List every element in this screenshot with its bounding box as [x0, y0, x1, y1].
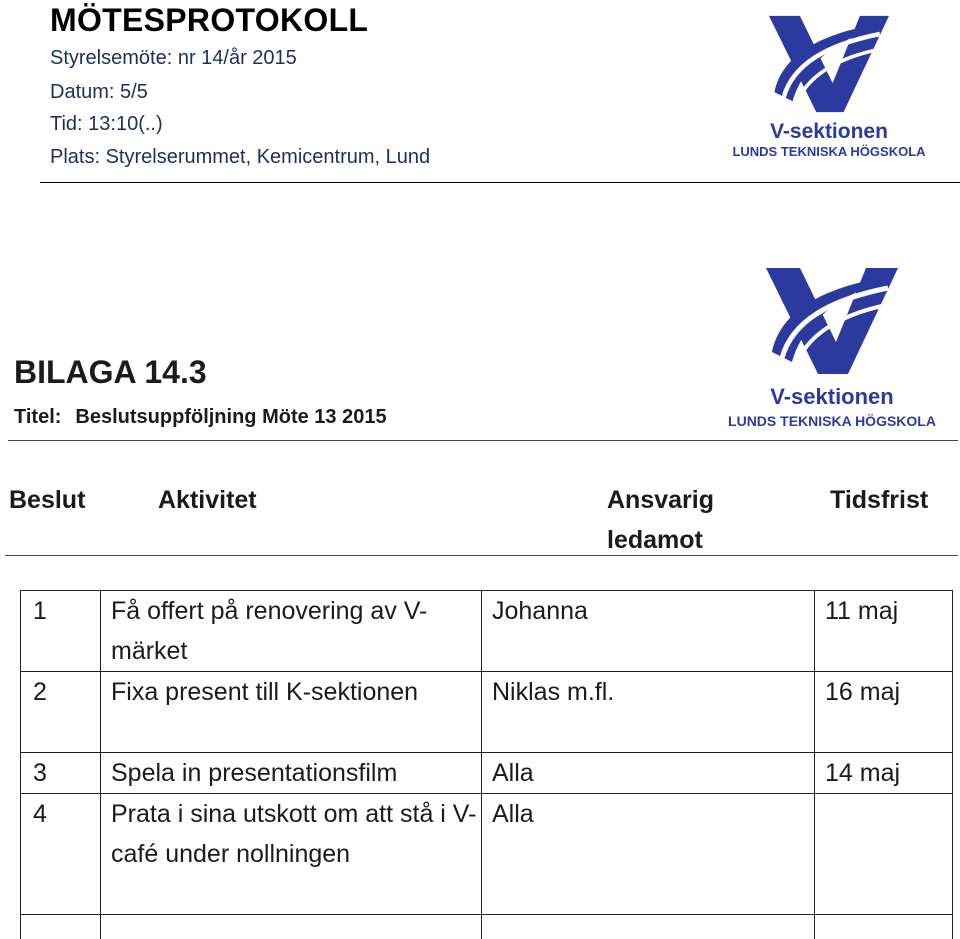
attachment-subtitle-value: Beslutsuppföljning Möte 13 2015 [75, 406, 387, 428]
logo-school: LUNDS TEKNISKA HÖGSKOLA [728, 413, 936, 429]
logo-name: V-sektionen [770, 120, 888, 143]
responsible-cell: Alla [482, 753, 815, 794]
deadline-cell: 11 maj [815, 591, 953, 672]
deadline-cell [815, 794, 953, 915]
decision-number [21, 915, 101, 939]
responsible-cell [482, 915, 815, 939]
responsible-cell: Johanna [482, 591, 815, 672]
table-row [21, 591, 953, 672]
decision-number: 1 [21, 591, 101, 672]
header-logo [719, 14, 939, 160]
v-sektionen-logo-icon [765, 14, 893, 114]
table-row [21, 915, 953, 939]
table-row [21, 672, 953, 753]
decision-table [20, 590, 953, 939]
table-row [21, 794, 953, 915]
activity-cell: Fixa present till K-sektionen [101, 672, 482, 753]
meeting-date: Datum: 5/5 [50, 81, 148, 103]
activity-cell: Få offert på renovering av V-märket [101, 591, 482, 672]
meeting-time: Tid: 13:10(..) [50, 113, 163, 135]
table-row [21, 753, 953, 794]
attachment-subtitle [14, 403, 387, 431]
decision-number: 3 [21, 753, 101, 794]
responsible-cell: Alla [482, 794, 815, 915]
protocol-title: MÖTESPROTOKOLL [50, 2, 369, 38]
deadline-cell: 16 maj [815, 672, 953, 753]
activity-cell: Spela in presentationsfilm [101, 753, 482, 794]
meeting-number: Styrelsemöte: nr 14/år 2015 [50, 47, 297, 69]
activity-cell [101, 915, 482, 939]
column-header-activity: Aktivitet [158, 486, 257, 514]
attachment-logo [716, 266, 948, 430]
v-sektionen-logo-icon [761, 266, 903, 376]
decision-number: 2 [21, 672, 101, 753]
header-divider [5, 555, 958, 556]
column-header-deadline: Tidsfrist [830, 486, 929, 514]
deadline-cell [815, 915, 953, 939]
column-header-decision: Beslut [9, 486, 86, 514]
section-divider [8, 440, 958, 441]
meeting-place: Plats: Styrelserummet, Kemicentrum, Lund [50, 146, 431, 168]
attachment-title: BILAGA 14.3 [14, 354, 207, 390]
responsible-cell: Niklas m.fl. [482, 672, 815, 753]
decision-number: 4 [21, 794, 101, 915]
activity-cell: Prata i sina utskott om att stå i V-café under nollningen [101, 794, 482, 915]
logo-name: V-sektionen [770, 384, 894, 409]
logo-school: LUNDS TEKNISKA HÖGSKOLA [732, 144, 926, 159]
column-header-responsible: Ansvarig ledamot [607, 486, 714, 554]
attachment-subtitle-label: Titel: [14, 406, 62, 428]
deadline-cell: 14 maj [815, 753, 953, 794]
